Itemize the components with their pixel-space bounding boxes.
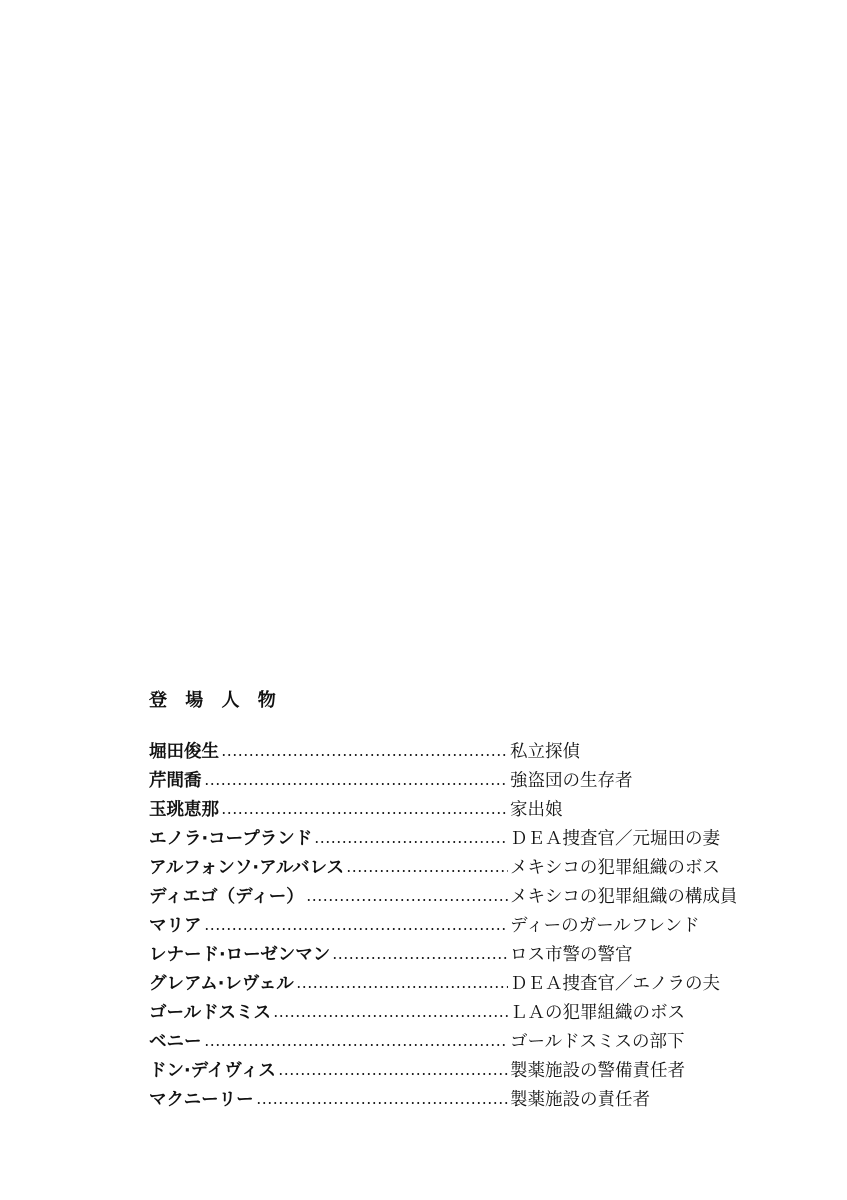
cast-role: ＤＥＡ捜査官／エノラの夫 — [510, 974, 720, 994]
cast-name: レナード·ローゼンマン — [149, 945, 331, 965]
cast-role: ディーのガールフレンド — [510, 916, 700, 936]
cast-row — [149, 912, 789, 941]
cast-row — [149, 825, 789, 854]
dot-leader — [256, 1102, 508, 1104]
cast-name: アルフォンソ·アルバレス — [149, 858, 345, 878]
dot-leader — [332, 957, 508, 959]
cast-row — [149, 999, 789, 1028]
cast-row — [149, 1028, 789, 1057]
cast-section — [149, 688, 789, 1115]
dot-leader — [306, 899, 508, 901]
cast-role: 家出娘 — [510, 800, 563, 820]
cast-role: メキシコの犯罪組織の構成員 — [510, 887, 738, 907]
cast-row — [149, 1057, 789, 1086]
cast-role: 製薬施設の警備責任者 — [510, 1061, 685, 1081]
cast-role: 製薬施設の責任者 — [510, 1090, 650, 1110]
cast-row — [149, 767, 789, 796]
dot-leader — [204, 783, 508, 785]
cast-row — [149, 738, 789, 767]
dot-leader — [221, 754, 508, 756]
cast-name: ドン·デイヴィス — [149, 1061, 276, 1081]
cast-name: 堀田俊生 — [149, 742, 219, 762]
cast-name: ベニー — [149, 1032, 202, 1052]
cast-role: 強盗団の生存者 — [510, 771, 633, 791]
dot-leader — [278, 1073, 508, 1075]
cast-name: ゴールドスミス — [149, 1003, 271, 1023]
cast-name: マリア — [149, 916, 202, 936]
section-title: 登 場 人 物 — [149, 690, 282, 711]
cast-row — [149, 796, 789, 825]
cast-row — [149, 883, 789, 912]
dot-leader — [221, 812, 508, 814]
cast-role: ＬＡの犯罪組織のボス — [510, 1003, 685, 1023]
cast-name: 玉珧恵那 — [149, 800, 219, 820]
cast-name: グレアム·レヴェル — [149, 974, 294, 994]
cast-name: 芹間喬 — [149, 771, 202, 791]
cast-name: ディエゴ（ディー） — [149, 887, 304, 907]
cast-role: 私立探偵 — [510, 742, 580, 762]
cast-role: メキシコの犯罪組織のボス — [510, 858, 720, 878]
cast-name: エノラ·コープランド — [149, 829, 313, 849]
cast-row — [149, 1086, 789, 1115]
dot-leader — [296, 986, 508, 988]
cast-role: ゴールドスミスの部下 — [510, 1032, 685, 1052]
dot-leader — [204, 1044, 508, 1046]
cast-list — [149, 738, 789, 1115]
cast-name: マクニーリー — [149, 1090, 254, 1110]
cast-row — [149, 854, 789, 883]
dot-leader — [204, 928, 508, 930]
dot-leader — [314, 841, 508, 843]
cast-row — [149, 970, 789, 999]
cast-row — [149, 941, 789, 970]
cast-role: ＤＥＡ捜査官／元堀田の妻 — [510, 829, 720, 849]
dot-leader — [346, 870, 508, 872]
cast-role: ロス市警の警官 — [510, 945, 633, 965]
dot-leader — [273, 1015, 508, 1017]
